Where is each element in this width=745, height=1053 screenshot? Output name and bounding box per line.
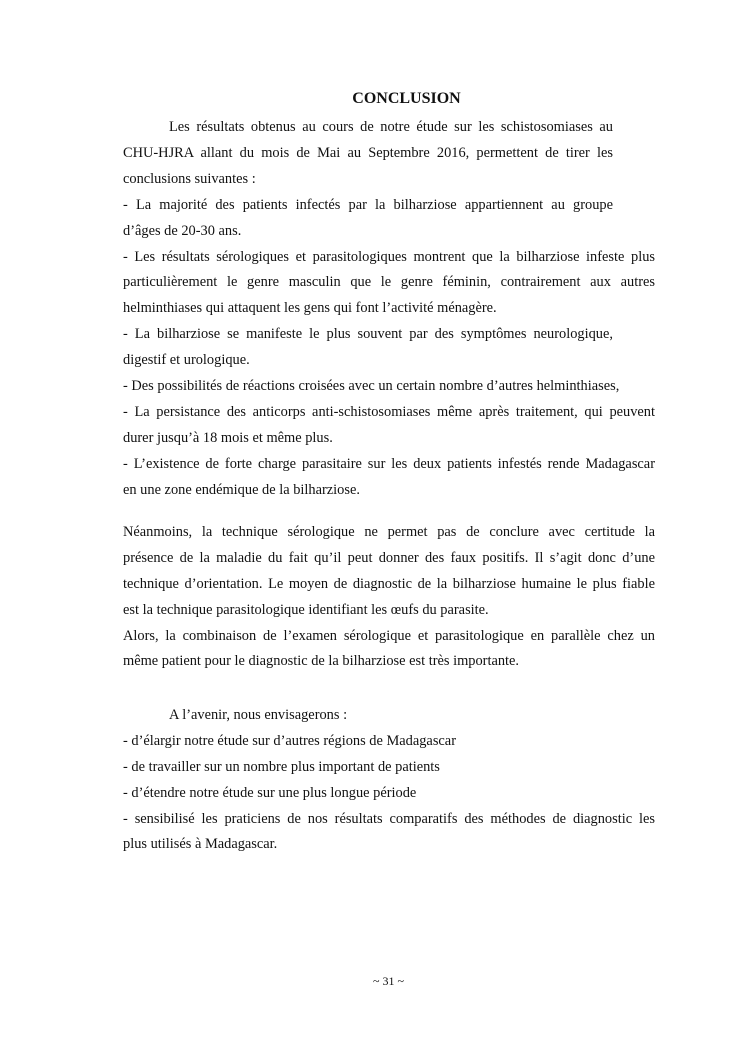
list-item: - de travailler sur un nombre plus important de patients: [123, 758, 440, 775]
list-item: - La persistance des anticorps anti-schistosomiases même après traitement, qui peuvent: [123, 403, 655, 420]
list-item: - La majorité des patients infectés par la bilharziose appartiennent au groupe: [123, 196, 613, 213]
list-item: - d’élargir notre étude sur d’autres régions de Madagascar: [123, 732, 456, 749]
list-item: - d’étendre notre étude sur une plus longue période: [123, 784, 417, 801]
paragraph-line: Les résultats obtenus au cours de notre étude sur les schistosomiases au: [169, 119, 613, 135]
list-item: - Les résultats sérologiques et parasitologiques montrent que la bilharziose infeste plus: [123, 248, 655, 265]
paragraph-line: technique d’orientation. Le moyen de diagnostic de la bilharziose humaine le plus fiable: [123, 575, 655, 592]
list-item-continuation: plus utilisés à Madagascar.: [123, 836, 278, 853]
paragraph-line: conclusions suivantes :: [123, 170, 256, 187]
list-item: - Des possibilités de réactions croisées avec un certain nombre d’autres helminthiases,: [123, 378, 620, 394]
symptoms-section: [123, 322, 613, 374]
neanmoins-section: [123, 520, 655, 675]
paragraph-line: même patient pour le diagnostic de la bilharziose est très importante.: [123, 653, 520, 670]
findings-section: [123, 245, 655, 323]
avenir-section: [123, 703, 655, 858]
other-findings-section: [123, 374, 655, 503]
list-item-continuation: d’âges de 20-30 ans.: [123, 222, 242, 239]
paragraph-line: présence de la maladie du fait qu’il peut donner des faux positifs. Il s’agit donc d’une: [123, 549, 655, 566]
list-item: - L’existence de forte charge parasitaire sur les deux patients infestés rende Madagascar: [123, 455, 655, 472]
list-item-continuation: particulièrement le genre masculin que le genre féminin, contrairement aux autres: [123, 274, 655, 291]
list-item-continuation: helminthiases qui attaquent les gens qui font l’activité ménagère.: [123, 300, 497, 317]
paragraph-line: CHU-HJRA allant du mois de Mai au Septembre 2016, permettent de tirer les: [123, 144, 613, 161]
list-item-continuation: durer jusqu’à 18 mois et même plus.: [123, 429, 333, 446]
list-item-continuation: en une zone endémique de la bilharziose.: [123, 481, 360, 498]
paragraph-line: Néanmoins, la technique sérologique ne permet pas de conclure avec certitude la: [123, 524, 655, 540]
paragraph-line: Alors, la combinaison de l’examen sérologique et parasitologique en parallèle chez un: [123, 627, 655, 644]
page-title: CONCLUSION: [352, 90, 461, 107]
list-item: - sensibilisé les praticiens de nos résultats comparatifs des méthodes de diagnostic les: [123, 810, 655, 827]
page-number: ~ 31 ~: [373, 974, 404, 988]
paragraph-line: est la technique parasitologique identifiant les œufs du parasite.: [123, 601, 489, 618]
list-item: - La bilharziose se manifeste le plus souvent par des symptômes neurologique,: [123, 326, 613, 343]
intro-section: [123, 115, 613, 244]
paragraph-line: A l’avenir, nous envisagerons :: [169, 707, 348, 723]
list-item-continuation: digestif et urologique.: [123, 352, 250, 369]
